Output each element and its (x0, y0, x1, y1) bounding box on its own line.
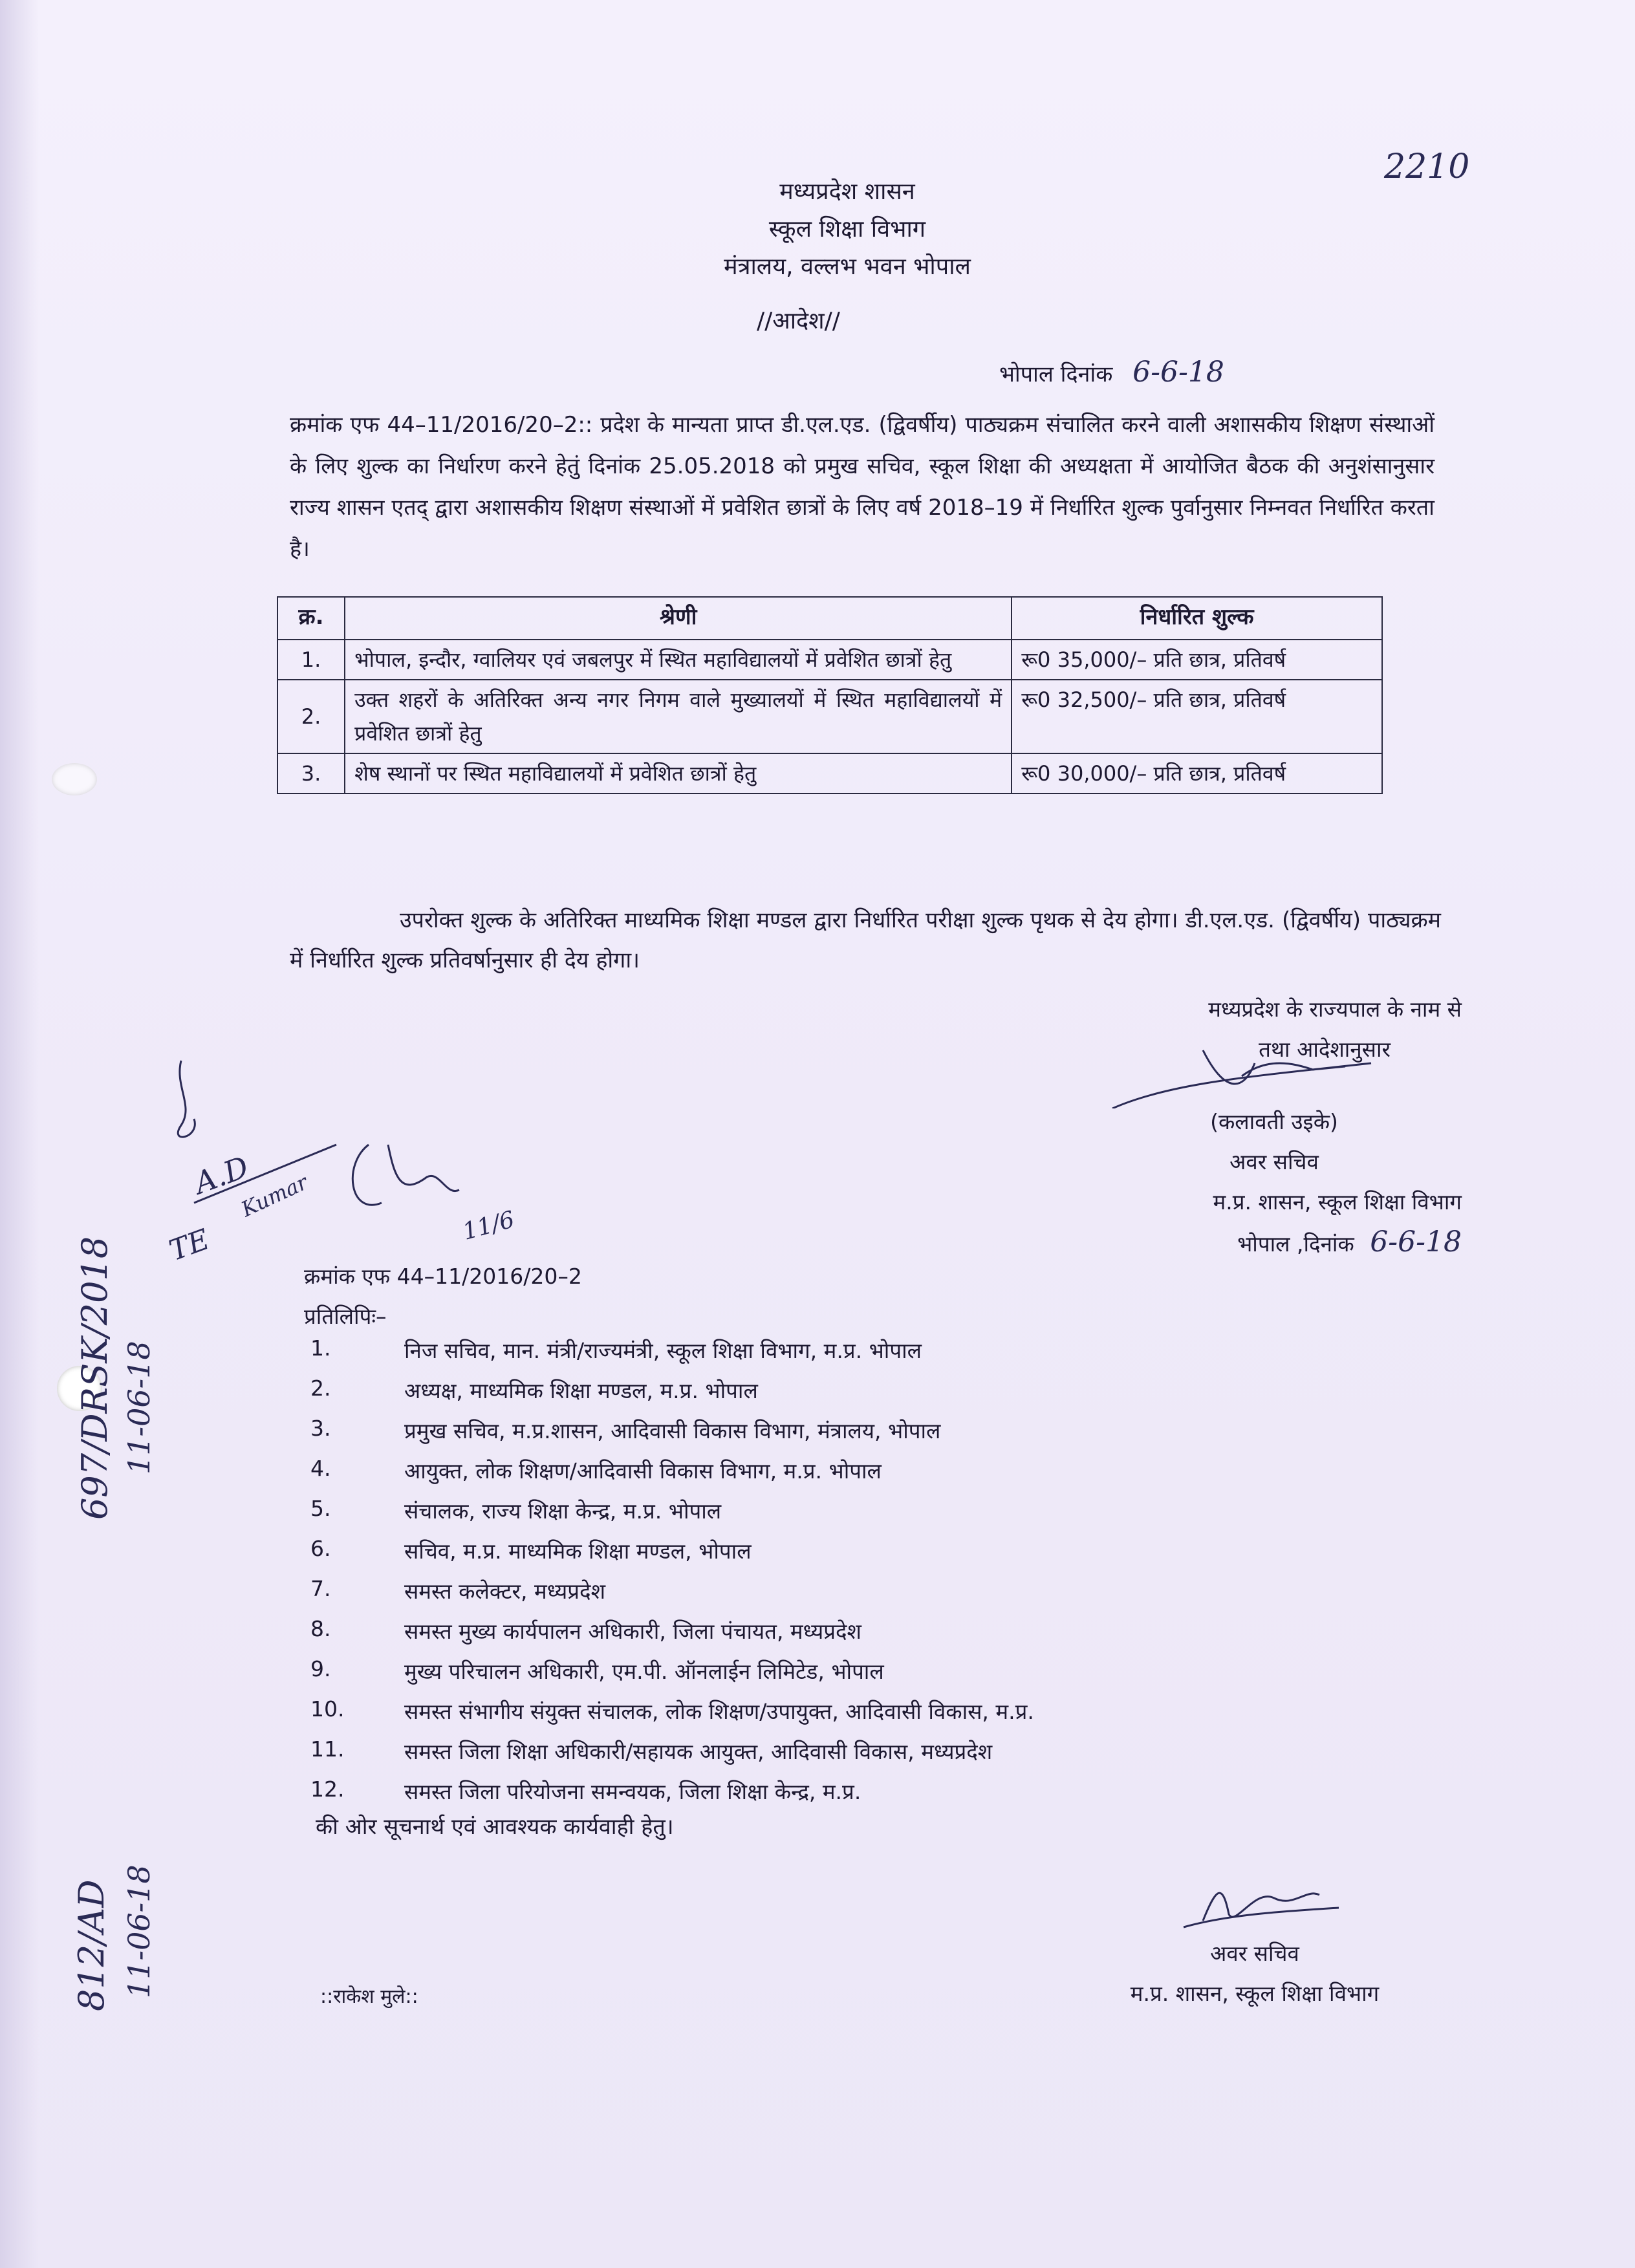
row-fee: रू0 35,000/– प्रति छात्र, प्रतिवर्ष (1012, 640, 1382, 680)
inward-number-1: 697/DRSK/2018 (74, 1236, 115, 1520)
signature-block-1 (1009, 989, 1462, 1264)
row-category: उक्त शहरों के अतिरिक्त अन्य नगर निगम वाले मुख्यालयों में स्थित महाविद्यालयों में प्रवेशित छात्रों हेतु (345, 680, 1012, 753)
order-title: //आदेश// (757, 308, 840, 334)
inward-date-1: 11-06-18 (122, 1341, 157, 1474)
table-row (277, 753, 1382, 794)
list-item (310, 1456, 1034, 1496)
list-item-text: समस्त कलेक्टर, मध्यप्रदेश (404, 1579, 606, 1604)
list-item (310, 1536, 1034, 1576)
order-date-value: 6-6-18 (1132, 356, 1224, 389)
signature-1-date-value: 6-6-18 (1370, 1226, 1462, 1258)
list-item-number: 2. (310, 1376, 331, 1401)
note-initial: 11/6 (460, 1206, 517, 1246)
row-serial: 1. (277, 640, 345, 680)
signature-1-area (1009, 1070, 1462, 1102)
list-item-number: 11. (310, 1736, 345, 1762)
governor-name-line: मध्यप्रदेश के राज्यपाल के नाम से (1208, 997, 1462, 1022)
list-item (310, 1656, 1034, 1696)
copy-closing-text: की ओर सूचनार्थ एवं आवश्यक कार्यवाही हेतु। (316, 1814, 674, 1840)
list-item-text: आयुक्त, लोक शिक्षण/आदिवासी विकास विभाग, म.प्र. भोपाल (404, 1458, 882, 1484)
copy-recipient-list (310, 1335, 1034, 1817)
row-category: भोपाल, इन्दौर, ग्वालियर एवं जबलपुर में स्थित महाविद्यालयों में प्रवेशित छात्रों हेतु (345, 640, 1012, 680)
list-item (310, 1335, 1034, 1376)
letterhead-address: मंत्रालय, वल्लभ भवन भोपाल (724, 254, 971, 280)
list-item-number: 4. (310, 1456, 331, 1481)
list-item-number: 1. (310, 1335, 331, 1361)
order-body-text: क्रमांक एफ 44–11/2016/20–2:: प्रदेश के मान्यता प्राप्त डी.एल.एड. (द्विवर्षीय) पाठ्यक्रम संचालित करने वाली अशासकीय शिक्षण संस्थाओं के लिए शुल्क का निर्धारण करने हेतुं दिनांक 25.05.2018 को प्रमुख सचिव, स्कूल शिक्षा की अध्यक्षता में आयोजित बैठक की अनुशंसानुसार राज्य शासन एतद् द्वारा अशासकीय शिक्षण संस्थाओं में प्रवेशित छात्रों के लिए वर्ष 2018–19 में निर्धारित शुल्क पुर्वानुसार निम्नवत निर्धारित करता है। (290, 412, 1435, 562)
by-order-line: तथा आदेशानुसार (1259, 1037, 1391, 1062)
list-item (310, 1416, 1034, 1456)
letterhead-department: स्कूल शिक्षा विभाग (768, 216, 926, 243)
list-item-text: प्रमुख सचिव, म.प्र.शासन, आदिवासी विकास विभाग, मंत्रालय, भोपाल (404, 1418, 941, 1443)
signature-1-date (1009, 1222, 1462, 1264)
list-item-text: अध्यक्ष, माध्यमिक शिक्षा मण्डल, म.प्र. भोपाल (404, 1378, 758, 1403)
row-serial: 2. (277, 680, 345, 753)
header-category: श्रेणी (345, 597, 1012, 640)
signatory-office: म.प्र. शासन, स्कूल शिक्षा विभाग (1213, 1189, 1462, 1215)
list-item-number: 12. (310, 1777, 345, 1802)
note-name: Kumar (237, 1169, 312, 1222)
list-item-number: 9. (310, 1656, 331, 1681)
header-fee: निर्धारित शुल्क (1012, 597, 1382, 640)
list-item (310, 1736, 1034, 1777)
order-date (999, 356, 1224, 389)
header-serial: क्र. (277, 597, 345, 640)
typist-name: ::राकेश मुले:: (320, 1985, 418, 2008)
row-category: शेष स्थानों पर स्थित महाविद्यालयों में प्रवेशित छात्रों हेतु (345, 753, 1012, 794)
signature-scribble (1125, 1875, 1384, 1934)
list-item-number: 6. (310, 1536, 331, 1561)
table-row (277, 640, 1382, 680)
additional-fee-note: उपरोक्त शुल्क के अतिरिक्त माध्यमिक शिक्षा मण्डल द्वारा निर्धारित परीक्षा शुल्क पृथक से देय होगा। डी.एल.एड. (द्विवर्षीय) पाठ्यक्रम में निर्धारित शुल्क प्रतिवर्षानुसार ही देय होगा। (290, 907, 1441, 973)
list-item (310, 1376, 1034, 1416)
row-fee: रू0 30,000/– प्रति छात्र, प्रतिवर्ष (1012, 753, 1382, 794)
signature-1-date-label: भोपाल ,दिनांक (1237, 1231, 1354, 1257)
list-item-text: समस्त संभागीय संयुक्त संचालक, लोक शिक्षण/उपायुक्त, आदिवासी विकास, म.प्र. (404, 1699, 1034, 1724)
copy-heading: प्रतिलिपिः– (304, 1304, 387, 1329)
signatory-designation: अवर सचिव (1229, 1149, 1319, 1174)
inward-number-2: 812/AD (71, 1879, 112, 2011)
list-item-number: 8. (310, 1616, 331, 1641)
letterhead (621, 173, 1074, 286)
fee-table (277, 596, 1383, 794)
list-item-text: समस्त जिला परियोजना समन्वयक, जिला शिक्षा केन्द्र, म.प्र. (404, 1779, 861, 1804)
list-item-text: मुख्य परिचालन अधिकारी, एम.पी. ऑनलाईन लिमिटेड, भोपाल (404, 1659, 884, 1684)
note-te: TE (165, 1223, 214, 1268)
letterhead-state: मध्यप्रदेश शासन (779, 178, 915, 205)
list-item-text: समस्त जिला शिक्षा अधिकारी/सहायक आयुक्त, आदिवासी विकास, मध्यप्रदेश (404, 1739, 993, 1764)
list-item-number: 10. (310, 1696, 345, 1722)
page-number-mark: 2210 (1384, 147, 1470, 186)
copy-reference-number: क्रमांक एफ 44–11/2016/20–2 (304, 1264, 582, 1289)
list-item-number: 5. (310, 1496, 331, 1521)
list-item-text: सचिव, म.प्र. माध्यमिक शिक्षा मण्डल, भोपाल (404, 1539, 752, 1564)
table-row (277, 680, 1382, 753)
note-ad: A.D (189, 1149, 254, 1201)
list-item-text: संचालक, राज्य शिक्षा केन्द्र, म.प्र. भोपाल (404, 1498, 722, 1524)
signatory-name: (कलावती उइके) (1210, 1109, 1338, 1134)
list-item-text: निज सचिव, मान. मंत्री/राज्यमंत्री, स्कूल शिक्षा विभाग, म.प्र. भोपाल (404, 1338, 922, 1363)
fee-table-header (277, 597, 1382, 640)
page-edge-shadow (0, 0, 39, 2268)
list-item (310, 1576, 1034, 1616)
order-date-label: भोपाल दिनांक (999, 362, 1113, 387)
inward-date-2: 11-06-18 (122, 1864, 157, 1998)
signature-block-2 (1061, 1875, 1449, 2014)
list-item (310, 1496, 1034, 1536)
signature-scribble (1009, 1037, 1462, 1108)
list-item-text: समस्त मुख्य कार्यपालन अधिकारी, जिला पंचायत, मध्यप्रदेश (404, 1619, 861, 1644)
row-fee: रू0 32,500/– प्रति छात्र, प्रतिवर्ष (1012, 680, 1382, 753)
list-item-number: 7. (310, 1576, 331, 1601)
punch-hole (52, 763, 97, 795)
signatory-2-designation: अवर सचिव (1210, 1941, 1299, 1966)
signatory-2-office: म.प्र. शासन, स्कूल शिक्षा विभाग (1130, 1981, 1380, 2006)
list-item-number: 3. (310, 1416, 331, 1441)
row-serial: 3. (277, 753, 345, 794)
list-item (310, 1616, 1034, 1656)
list-item (310, 1696, 1034, 1736)
